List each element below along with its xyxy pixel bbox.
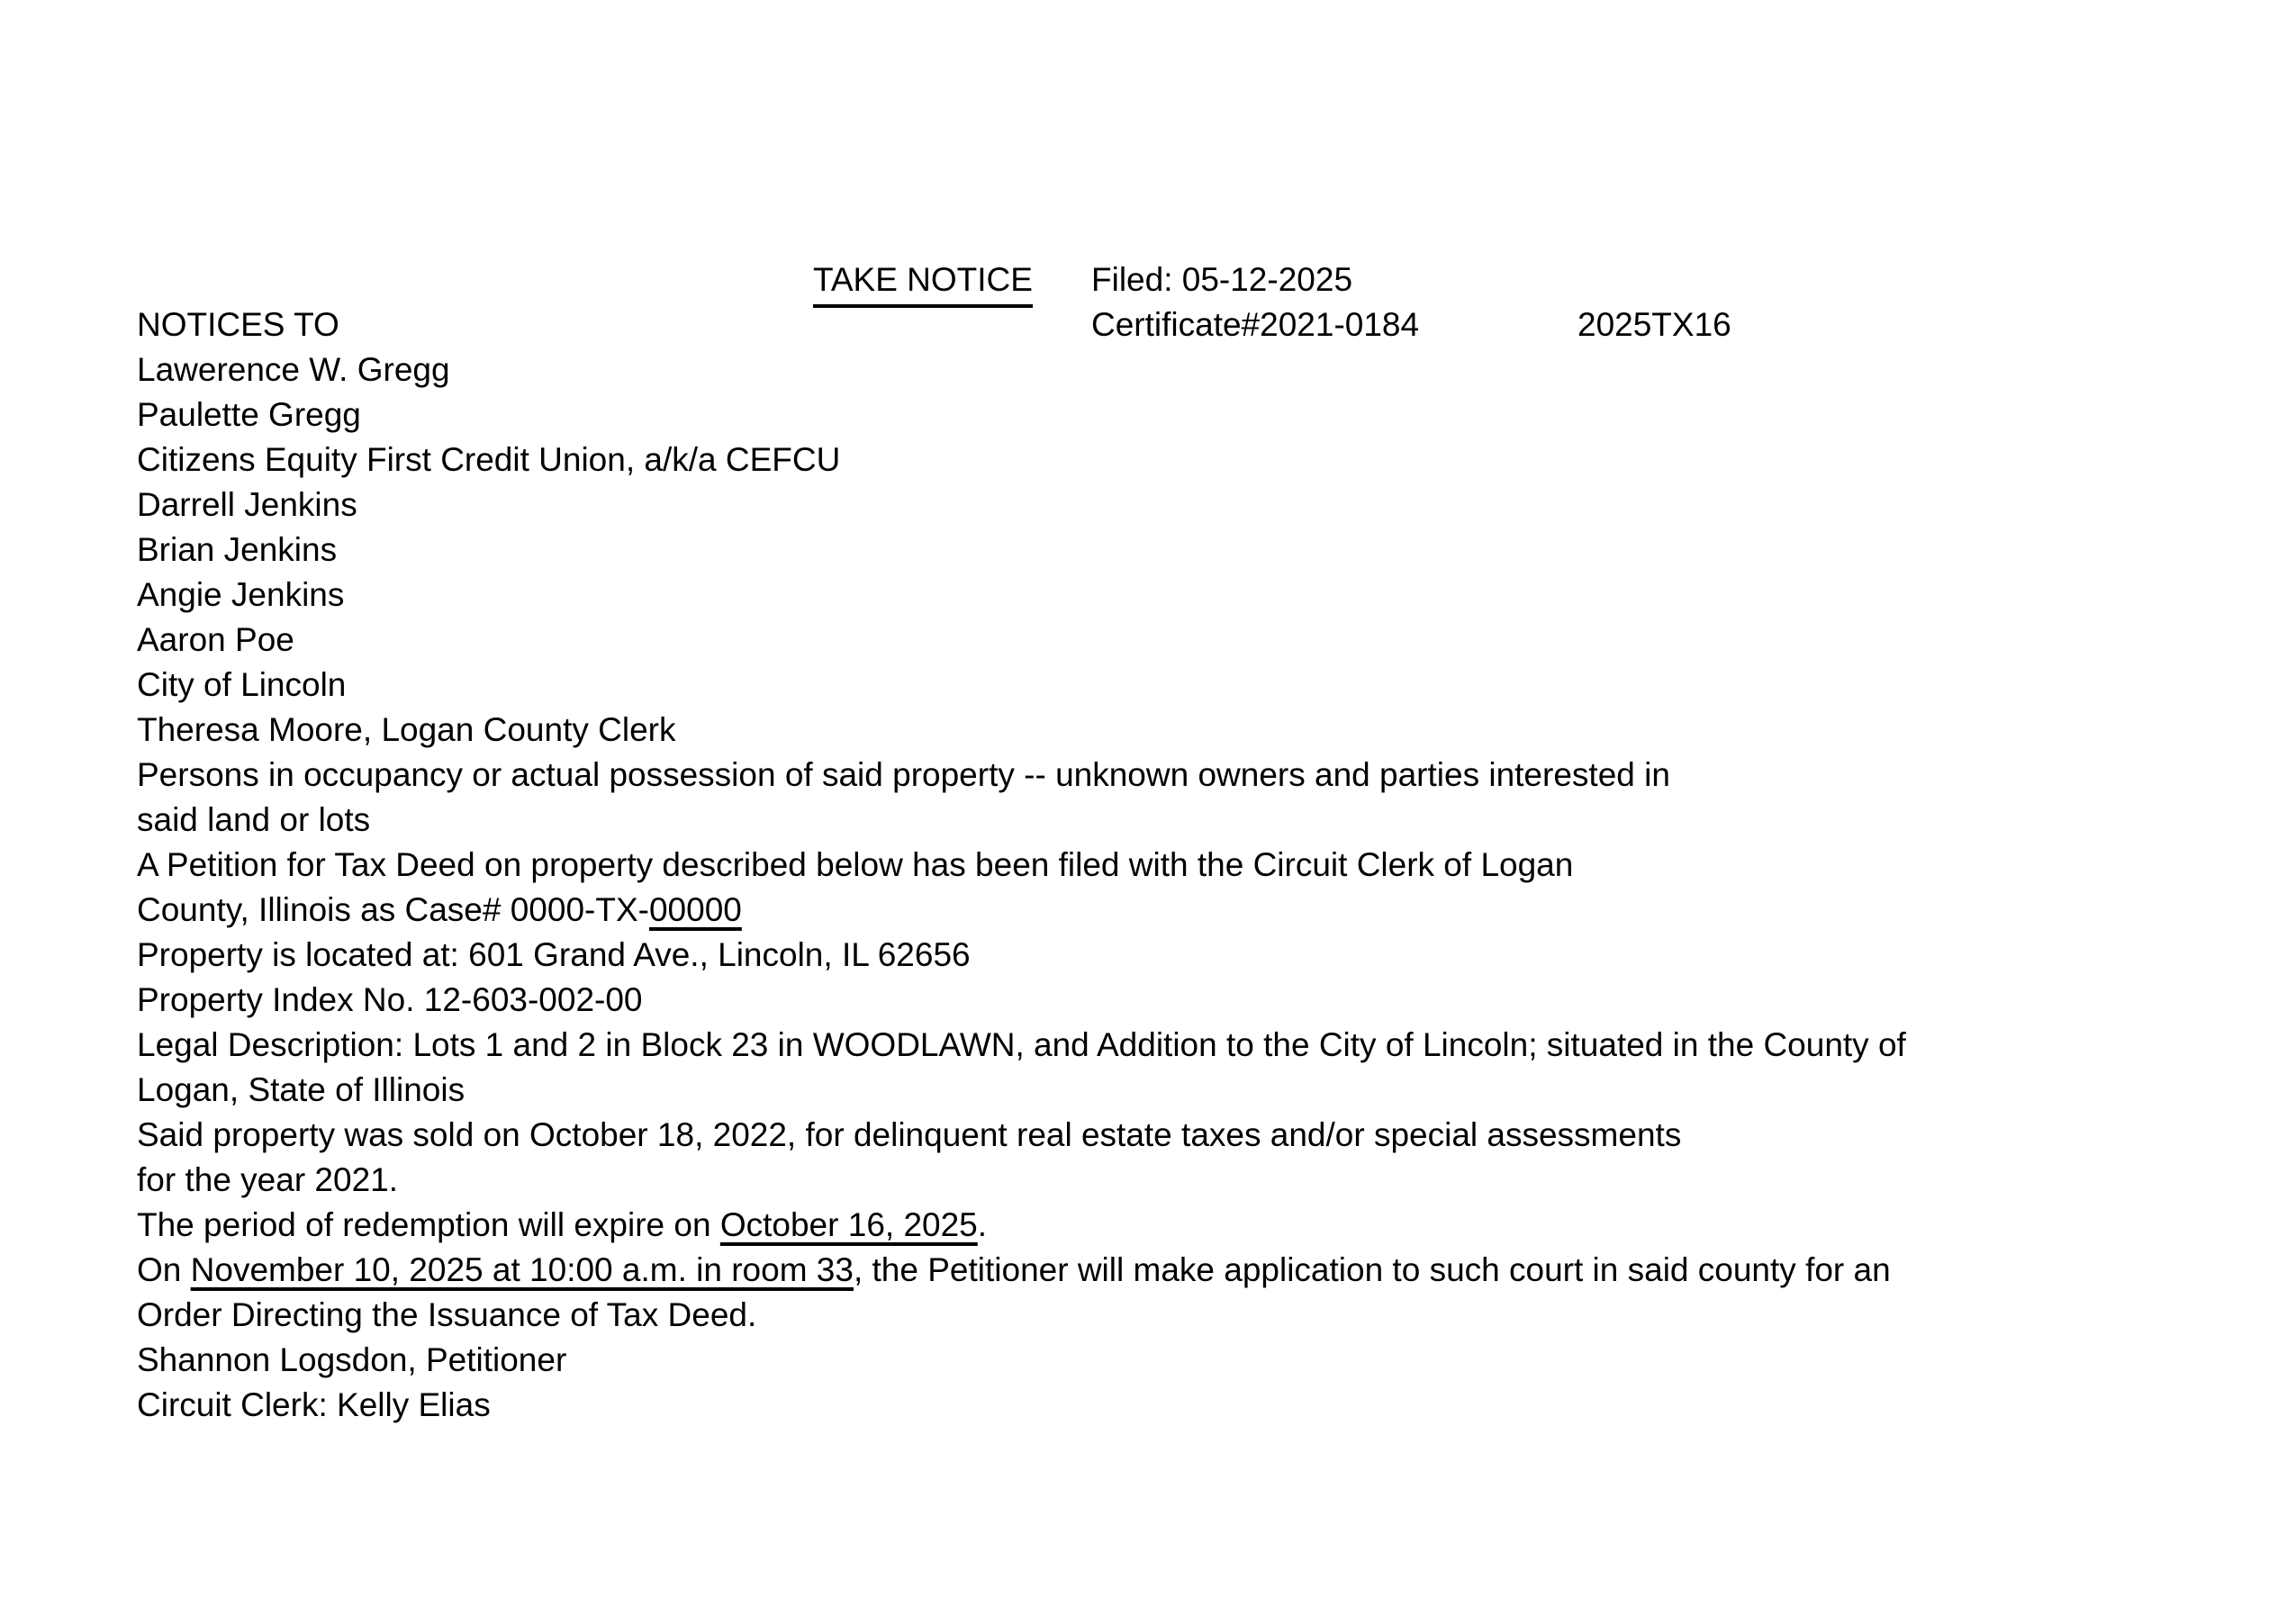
notices-to-label: NOTICES TO	[137, 306, 339, 343]
hearing-prefix-text: On	[137, 1251, 191, 1288]
hearing-suffix-text: , the Petitioner will make application to such court in said county for an	[853, 1251, 1891, 1288]
notice-body	[137, 302, 2262, 1428]
legal-description-line-2: Logan, State of Illinois	[137, 1071, 466, 1108]
occupancy-line-1: Persons in occupancy or actual possession of said property -- unknown owners and parties interested in	[137, 756, 1670, 793]
property-index-line: Property Index No. 12-603-002-00	[137, 981, 643, 1018]
hearing-line-2: Order Directing the Issuance of Tax Deed.	[137, 1296, 757, 1333]
recipient-line: Lawerence W. Gregg	[137, 351, 450, 388]
petitioner-line: Shannon Logsdon, Petitioner	[137, 1341, 567, 1378]
recipient-line: Darrell Jenkins	[137, 486, 357, 523]
recipient-line: Angie Jenkins	[137, 576, 345, 613]
case-number: 2025TX16	[1577, 306, 1731, 343]
petition-line-2	[137, 888, 2262, 933]
certificate-number: Certificate#2021-0184	[1091, 306, 1420, 343]
recipient-line: Citizens Equity First Credit Union, a/k/a CEFCU	[137, 441, 841, 478]
redemption-expiry-date: October 16, 2025	[719, 1206, 978, 1243]
circuit-clerk-line: Circuit Clerk: Kelly Elias	[137, 1386, 491, 1423]
petition-line-1: A Petition for Tax Deed on property described below has been filed with the Circuit Clerk of Logan	[137, 846, 1574, 883]
redemption-line	[137, 1203, 2262, 1248]
petition-case-prefix: County, Illinois as Case# 0000-TX-	[137, 891, 649, 928]
occupancy-line-2: said land or lots	[137, 801, 371, 838]
redemption-suffix-text: .	[977, 1206, 988, 1243]
recipient-line: Theresa Moore, Logan County Clerk	[137, 711, 676, 748]
recipient-line: City of Lincoln	[137, 666, 347, 703]
hearing-datetime: November 10, 2025 at 10:00 a.m. in room 33	[190, 1251, 854, 1288]
legal-description-line-1: Legal Description: Lots 1 and 2 in Block 23 in WOODLAWN, and Addition to the City of Lincoln; situated in the County of	[137, 1026, 1906, 1063]
hearing-line-1	[137, 1248, 2262, 1293]
sale-line-1: Said property was sold on October 18, 2022, for delinquent real estate taxes and/or special assessments	[137, 1116, 1682, 1153]
take-notice-heading-wrap	[813, 257, 1033, 308]
take-notice-heading: TAKE NOTICE	[813, 257, 1033, 308]
property-location-line: Property is located at: 601 Grand Ave., Lincoln, IL 62656	[137, 936, 971, 973]
recipient-line: Paulette Gregg	[137, 396, 361, 433]
sale-line-2: for the year 2021.	[137, 1161, 399, 1198]
petition-case-blank: 00000	[648, 891, 742, 928]
filed-date: Filed: 05-12-2025	[1091, 261, 1353, 298]
recipient-line: Aaron Poe	[137, 621, 294, 658]
recipient-line: Brian Jenkins	[137, 531, 338, 568]
redemption-prefix-text: The period of redemption will expire on	[137, 1206, 720, 1243]
